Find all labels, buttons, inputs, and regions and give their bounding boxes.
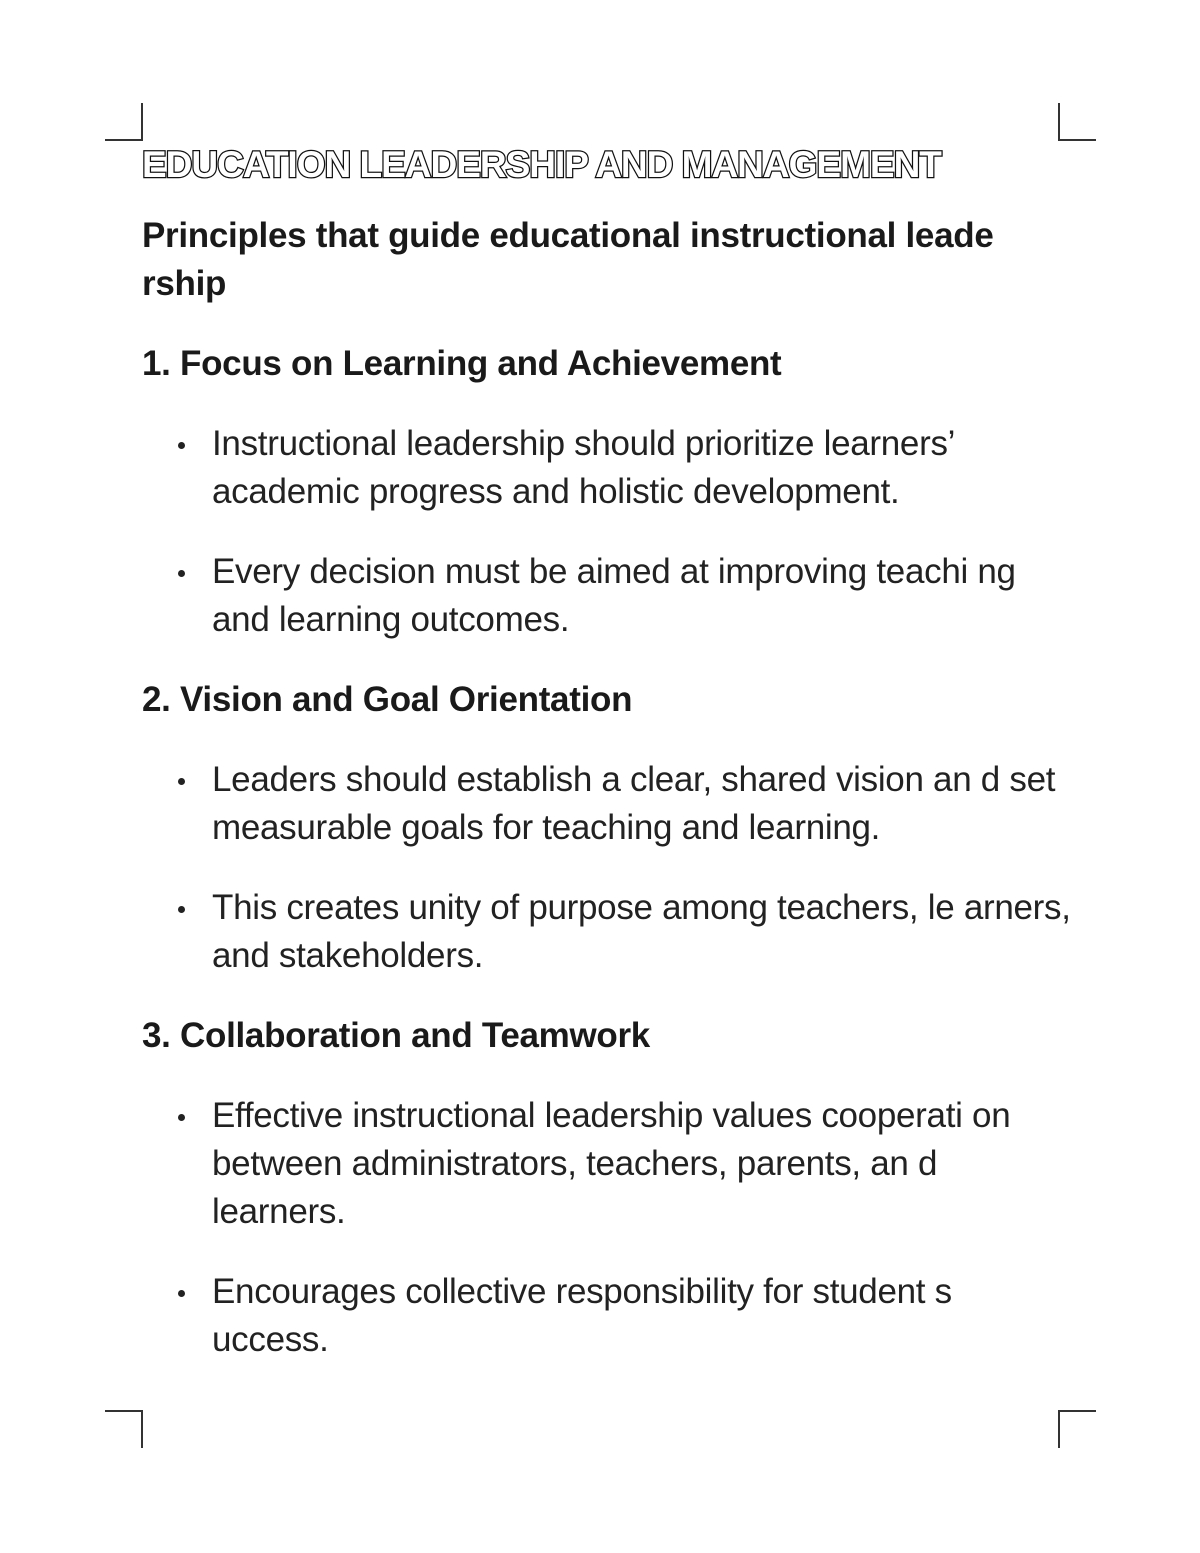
document-subtitle: Principles that guide educational instructional leade rship	[142, 216, 994, 303]
bullet-dot-icon	[178, 1114, 185, 1121]
bullet-item	[142, 1268, 1072, 1364]
section-collaboration	[142, 1012, 1072, 1364]
document-title: EDUCATION LEADERSHIP AND MANAGEMENT	[142, 144, 941, 185]
bullet-item	[142, 420, 1072, 516]
bullet-item	[142, 884, 1072, 980]
document-page	[142, 140, 1072, 1364]
bullet-text: This creates unity of purpose among teachers, le arners, and stakeholders.	[212, 888, 1071, 975]
section-vision-and-goal	[142, 676, 1072, 980]
bullet-item	[142, 756, 1072, 852]
crop-mark-bottom-left	[105, 1410, 143, 1448]
section-heading: 1. Focus on Learning and Achievement	[142, 344, 782, 383]
bullet-text: Every decision must be aimed at improving teachi ng and learning outcomes.	[212, 552, 1016, 639]
bullet-item	[142, 548, 1072, 644]
bullet-text: Encourages collective responsibility for student s uccess.	[212, 1272, 952, 1359]
section-heading: 2. Vision and Goal Orientation	[142, 680, 633, 719]
section-heading: 3. Collaboration and Teamwork	[142, 1016, 650, 1055]
bullet-dot-icon	[178, 778, 185, 785]
bullet-dot-icon	[178, 442, 185, 449]
bullet-list	[142, 420, 1072, 644]
section-focus-on-learning	[142, 340, 1072, 644]
crop-mark-top-right	[1058, 103, 1096, 141]
bullet-item	[142, 1092, 1072, 1236]
bullet-text: Effective instructional leadership values cooperati on between administrators, teachers, parents, an d learners.	[212, 1096, 1011, 1231]
bullet-list	[142, 756, 1072, 980]
bullet-dot-icon	[178, 1290, 185, 1297]
bullet-list	[142, 1092, 1072, 1364]
crop-mark-top-left	[105, 103, 143, 141]
crop-mark-bottom-right	[1058, 1410, 1096, 1448]
bullet-dot-icon	[178, 570, 185, 577]
bullet-dot-icon	[178, 906, 185, 913]
bullet-text: Leaders should establish a clear, shared vision an d set measurable goals for teaching and learning.	[212, 760, 1056, 847]
bullet-text: Instructional leadership should prioritize learners’ academic progress and holistic development.	[212, 424, 954, 511]
